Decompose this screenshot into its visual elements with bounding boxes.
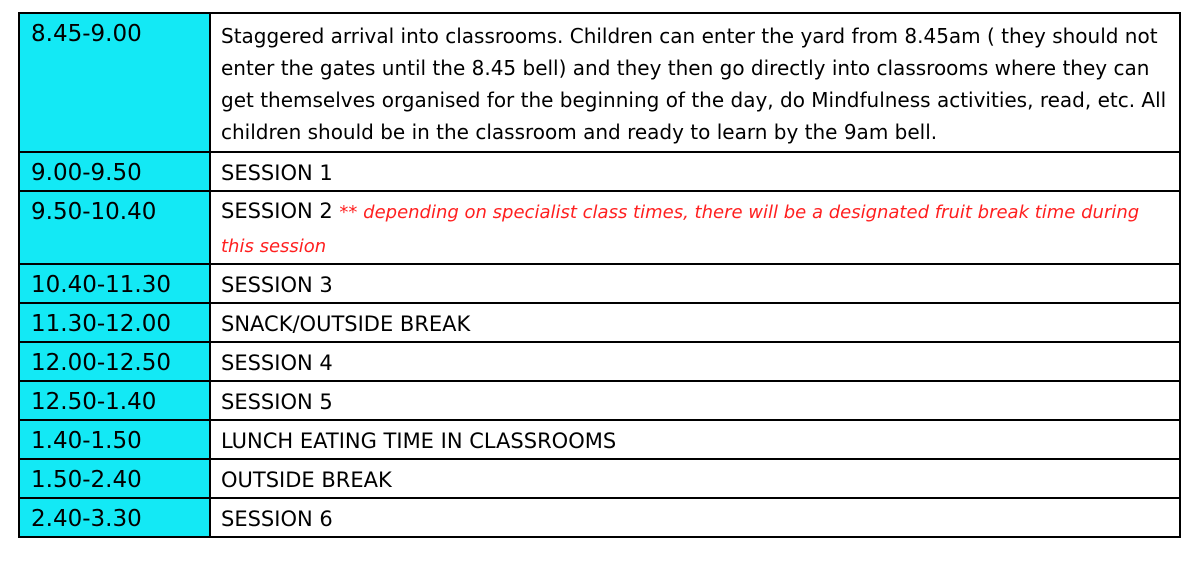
time-cell: 10.40-11.30 [19, 264, 210, 303]
activity-label: SESSION 2 [221, 199, 333, 223]
activity-cell [210, 191, 1180, 264]
activity-cell: SESSION 6 [210, 498, 1180, 537]
activity-cell: SESSION 4 [210, 342, 1180, 381]
activity-cell: Staggered arrival into classrooms. Children can enter the yard from 8.45am ( they should not enter the gates until the 8.45 bell) and they then go directly into classrooms where they can get themselves organised for the beginning of the day, do Mindfulness activities, read, etc. All children should be in the classroom and ready to learn by the 9am bell. [210, 13, 1180, 152]
activity-cell: SESSION 3 [210, 264, 1180, 303]
table-row [19, 303, 1180, 342]
table-row [19, 459, 1180, 498]
time-cell: 12.50-1.40 [19, 381, 210, 420]
time-cell: 1.40-1.50 [19, 420, 210, 459]
table-row [19, 342, 1180, 381]
table-row [19, 381, 1180, 420]
activity-cell: OUTSIDE BREAK [210, 459, 1180, 498]
activity-cell: SESSION 1 [210, 152, 1180, 191]
table-row [19, 498, 1180, 537]
activity-cell: SESSION 5 [210, 381, 1180, 420]
time-cell: 9.50-10.40 [19, 191, 210, 264]
table-row [19, 264, 1180, 303]
time-cell: 8.45-9.00 [19, 13, 210, 152]
table-row [19, 191, 1180, 264]
activity-cell: SNACK/OUTSIDE BREAK [210, 303, 1180, 342]
table-row [19, 152, 1180, 191]
time-cell: 9.00-9.50 [19, 152, 210, 191]
time-cell: 2.40-3.30 [19, 498, 210, 537]
table-row [19, 420, 1180, 459]
time-cell: 1.50-2.40 [19, 459, 210, 498]
time-cell: 11.30-12.00 [19, 303, 210, 342]
activity-cell: LUNCH EATING TIME IN CLASSROOMS [210, 420, 1180, 459]
time-cell: 12.00-12.50 [19, 342, 210, 381]
fruit-break-note: ** depending on specialist class times, there will be a designated fruit break time during this session [221, 202, 1140, 257]
daily-schedule-table [18, 12, 1181, 538]
table-row [19, 13, 1180, 152]
